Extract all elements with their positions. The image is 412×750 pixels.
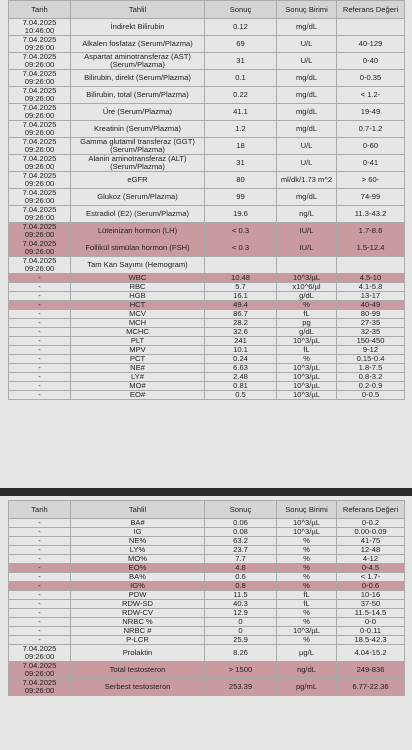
cell-unit: % <box>277 564 337 573</box>
cell-unit: fL <box>277 310 337 319</box>
cell-date: - <box>9 283 71 292</box>
cell-reference: 4.04-15.2 <box>337 645 405 662</box>
cell-date: - <box>9 337 71 346</box>
cell-test-name: PCT <box>71 355 205 364</box>
cell-reference: 41-75 <box>337 537 405 546</box>
cell-result: 40.3 <box>205 600 277 609</box>
cell-result: 0.6 <box>205 573 277 582</box>
cell-unit: 10^3/µL <box>277 519 337 528</box>
cell-reference: 0-0.35 <box>337 70 405 87</box>
cell-test-name: NE# <box>71 364 205 373</box>
table-row <box>9 189 405 206</box>
cell-result: 41.1 <box>205 104 277 121</box>
cell-date: - <box>9 391 71 400</box>
cell-unit: IU/L <box>277 240 337 257</box>
cell-result: 0.5 <box>205 391 277 400</box>
cell-reference: 27-35 <box>337 319 405 328</box>
cell-unit: U/L <box>277 155 337 172</box>
cell-result: 2.48 <box>205 373 277 382</box>
cell-unit: fL <box>277 600 337 609</box>
cell-reference: 0.00-0.09 <box>337 528 405 537</box>
table-row <box>9 257 405 274</box>
cell-reference: > 60- <box>337 172 405 189</box>
cell-unit: 10^3/µL <box>277 274 337 283</box>
cell-date: - <box>9 274 71 283</box>
cell-reference: 80-99 <box>337 310 405 319</box>
cell-test-name: MPV <box>71 346 205 355</box>
cell-result: > 1500 <box>205 662 277 679</box>
cell-unit: 10^3/µL <box>277 627 337 636</box>
cell-result: 0 <box>205 627 277 636</box>
lab-results-panel-2 <box>0 496 412 750</box>
cell-test-name: RDW-SD <box>71 600 205 609</box>
cell-test-name: Alkalen fosfataz (Serum/Plazma) <box>71 36 205 53</box>
table-row <box>9 582 405 591</box>
table-header-row <box>9 1 405 19</box>
cell-test-name: Serbest testosteron <box>71 679 205 696</box>
cell-unit: U/L <box>277 138 337 155</box>
cell-reference: 0-4.5 <box>337 564 405 573</box>
cell-test-name: NE% <box>71 537 205 546</box>
cell-unit: pg <box>277 319 337 328</box>
table-row <box>9 138 405 155</box>
cell-reference: < 1.7- <box>337 573 405 582</box>
cell-unit: g/dL <box>277 292 337 301</box>
cell-unit: µg/L <box>277 645 337 662</box>
cell-result: 19.6 <box>205 206 277 223</box>
cell-reference: 1.7-8.6 <box>337 223 405 240</box>
cell-test-name: BA# <box>71 519 205 528</box>
cell-reference: 37-50 <box>337 600 405 609</box>
cell-test-name: Alanin aminotransferaz (ALT) (Serum/Plazma) <box>71 155 205 172</box>
table-row <box>9 600 405 609</box>
cell-unit: g/dL <box>277 328 337 337</box>
table-row <box>9 591 405 600</box>
cell-date: - <box>9 582 71 591</box>
cell-unit: 10^3/µL <box>277 391 337 400</box>
cell-reference <box>337 19 405 36</box>
cell-unit: fL <box>277 591 337 600</box>
cell-test-name: RDW-CV <box>71 609 205 618</box>
cell-date: - <box>9 292 71 301</box>
table-row <box>9 87 405 104</box>
table-row <box>9 70 405 87</box>
cell-test-name: Üre (Serum/Plazma) <box>71 104 205 121</box>
cell-unit: 10^3/µL <box>277 373 337 382</box>
cell-unit: 10^3/µL <box>277 528 337 537</box>
cell-reference: 0-41 <box>337 155 405 172</box>
cell-reference: 11.3-43.2 <box>337 206 405 223</box>
cell-test-name: Gamma glutamil transferaz (GGT) (Serum/Plazma) <box>71 138 205 155</box>
cell-date: - <box>9 537 71 546</box>
cell-test-name: IG% <box>71 582 205 591</box>
cell-unit: U/L <box>277 36 337 53</box>
cell-reference: 0.7-1.2 <box>337 121 405 138</box>
cell-test-name: İndirekt Bilirubin <box>71 19 205 36</box>
cell-date: 7.04.2025 09:26:00 <box>9 104 71 121</box>
cell-date: - <box>9 591 71 600</box>
cell-result: 0.12 <box>205 19 277 36</box>
cell-date: - <box>9 310 71 319</box>
cell-result: 0.06 <box>205 519 277 528</box>
cell-date: 7.04.2025 09:26:00 <box>9 138 71 155</box>
cell-date: - <box>9 346 71 355</box>
cell-date: - <box>9 609 71 618</box>
cell-test-name: NRBC # <box>71 627 205 636</box>
header-test: Tahlil <box>71 1 205 19</box>
table-body-1 <box>9 19 405 400</box>
cell-test-name: LY# <box>71 373 205 382</box>
cell-date: 7.04.2025 09:26:00 <box>9 223 71 240</box>
cell-unit: % <box>277 582 337 591</box>
cell-unit: U/L <box>277 53 337 70</box>
cell-reference: 4.1-5.8 <box>337 283 405 292</box>
cell-unit: fL <box>277 346 337 355</box>
table-row <box>9 155 405 172</box>
table-row <box>9 662 405 679</box>
cell-unit: % <box>277 555 337 564</box>
cell-unit: IU/L <box>277 223 337 240</box>
cell-result: 63.2 <box>205 537 277 546</box>
cell-test-name: Follikül stimülan hormon (FSH) <box>71 240 205 257</box>
header-test: Tahlil <box>71 501 205 519</box>
table-row <box>9 104 405 121</box>
table-row <box>9 355 405 364</box>
cell-reference: 0.15-0.4 <box>337 355 405 364</box>
table-row <box>9 206 405 223</box>
cell-date: - <box>9 528 71 537</box>
table-row <box>9 618 405 627</box>
cell-test-name: Bilirubin, direkt (Serum/Plazma) <box>71 70 205 87</box>
cell-result: 69 <box>205 36 277 53</box>
cell-test-name: MCV <box>71 310 205 319</box>
table-body-2 <box>9 519 405 696</box>
cell-test-name: Tam Kan Sayımı (Hemogram) <box>71 257 205 274</box>
cell-test-name: Lüteinizan hormon (LH) <box>71 223 205 240</box>
cell-date: 7.04.2025 09:26:00 <box>9 36 71 53</box>
cell-date: 7.04.2025 09:26:00 <box>9 70 71 87</box>
cell-test-name: Prolaktin <box>71 645 205 662</box>
cell-result: 0.81 <box>205 382 277 391</box>
header-date: Tarih <box>9 501 71 519</box>
cell-reference: 150-450 <box>337 337 405 346</box>
cell-unit: % <box>277 636 337 645</box>
table-row <box>9 283 405 292</box>
header-reference: Referans Değeri <box>337 501 405 519</box>
table-row <box>9 364 405 373</box>
cell-date: - <box>9 364 71 373</box>
table-row <box>9 36 405 53</box>
cell-unit: mg/dL <box>277 121 337 138</box>
lab-results-table-2 <box>8 500 405 696</box>
cell-unit: 10^3/µL <box>277 382 337 391</box>
cell-unit: pg/mL <box>277 679 337 696</box>
cell-reference: 40-129 <box>337 36 405 53</box>
cell-unit: mg/dL <box>277 104 337 121</box>
cell-result: 16.1 <box>205 292 277 301</box>
cell-result: 1.2 <box>205 121 277 138</box>
cell-unit: % <box>277 573 337 582</box>
table-row <box>9 528 405 537</box>
cell-reference: 0.8-3.2 <box>337 373 405 382</box>
cell-result: 28.2 <box>205 319 277 328</box>
table-row <box>9 382 405 391</box>
cell-date: - <box>9 519 71 528</box>
cell-reference: 0-0.5 <box>337 391 405 400</box>
table-row <box>9 373 405 382</box>
cell-result: 5.7 <box>205 283 277 292</box>
cell-date: - <box>9 573 71 582</box>
cell-reference: 18.5-42.3 <box>337 636 405 645</box>
cell-test-name: Aspartat aminotransferaz (AST) (Serum/Plazma) <box>71 53 205 70</box>
table-row <box>9 636 405 645</box>
cell-test-name: MO# <box>71 382 205 391</box>
cell-test-name: eGFR <box>71 172 205 189</box>
cell-result: 49.4 <box>205 301 277 310</box>
table-row <box>9 346 405 355</box>
header-result: Sonuç <box>205 1 277 19</box>
cell-test-name: Total testosteron <box>71 662 205 679</box>
cell-test-name: LY% <box>71 546 205 555</box>
cell-result: 0.22 <box>205 87 277 104</box>
table-row <box>9 121 405 138</box>
lab-results-table-1 <box>8 0 405 400</box>
cell-reference: 0-0.11 <box>337 627 405 636</box>
cell-result: 11.5 <box>205 591 277 600</box>
table-row <box>9 627 405 636</box>
cell-date: 7.04.2025 09:26:00 <box>9 53 71 70</box>
cell-result <box>205 257 277 274</box>
cell-unit: mg/dL <box>277 189 337 206</box>
table-row <box>9 310 405 319</box>
cell-test-name: EO% <box>71 564 205 573</box>
cell-date: 7.04.2025 09:26:00 <box>9 189 71 206</box>
cell-unit: % <box>277 609 337 618</box>
cell-date: - <box>9 555 71 564</box>
cell-result: 31 <box>205 155 277 172</box>
cell-reference: 12-48 <box>337 546 405 555</box>
cell-date: - <box>9 319 71 328</box>
header-reference: Referans Değeri <box>337 1 405 19</box>
cell-result: 25.9 <box>205 636 277 645</box>
cell-test-name: MO% <box>71 555 205 564</box>
cell-result: 32.6 <box>205 328 277 337</box>
cell-date: - <box>9 355 71 364</box>
cell-reference: 0-40 <box>337 53 405 70</box>
cell-reference: 0-0 <box>337 618 405 627</box>
cell-result: 18 <box>205 138 277 155</box>
table-row <box>9 555 405 564</box>
cell-result: 0.8 <box>205 582 277 591</box>
cell-date: 7.04.2025 09:26:00 <box>9 155 71 172</box>
cell-date: - <box>9 301 71 310</box>
table-row <box>9 223 405 240</box>
cell-date: - <box>9 600 71 609</box>
cell-date: 7.04.2025 09:26:00 <box>9 172 71 189</box>
cell-reference: 9-12 <box>337 346 405 355</box>
cell-result: 10.1 <box>205 346 277 355</box>
cell-test-name: NRBC % <box>71 618 205 627</box>
cell-result: < 0.3 <box>205 223 277 240</box>
cell-reference: 1.8-7.5 <box>337 364 405 373</box>
cell-reference: 19-49 <box>337 104 405 121</box>
cell-result: 0.08 <box>205 528 277 537</box>
cell-reference: 13-17 <box>337 292 405 301</box>
table-row <box>9 645 405 662</box>
cell-unit: % <box>277 618 337 627</box>
cell-unit <box>277 257 337 274</box>
cell-result: 4.8 <box>205 564 277 573</box>
cell-unit: mg/dL <box>277 87 337 104</box>
cell-result: 8.26 <box>205 645 277 662</box>
cell-date: 7.04.2025 09:26:00 <box>9 662 71 679</box>
cell-reference <box>337 257 405 274</box>
cell-date: 7.04.2025 09:26:00 <box>9 257 71 274</box>
cell-date: - <box>9 618 71 627</box>
cell-test-name: Estradiol (E2) (Serum/Plazma) <box>71 206 205 223</box>
cell-reference: 0-0.2 <box>337 519 405 528</box>
table-row <box>9 679 405 696</box>
table-row <box>9 172 405 189</box>
cell-unit: 10^3/µL <box>277 337 337 346</box>
cell-result: 86.7 <box>205 310 277 319</box>
table-row <box>9 546 405 555</box>
cell-unit: ng/L <box>277 206 337 223</box>
table-row <box>9 337 405 346</box>
cell-reference: 74-99 <box>337 189 405 206</box>
header-unit: Sonuç Birimi <box>277 501 337 519</box>
cell-reference: 10-16 <box>337 591 405 600</box>
cell-date: - <box>9 546 71 555</box>
cell-date: 7.04.2025 09:26:00 <box>9 87 71 104</box>
cell-date: 7.04.2025 10:46:00 <box>9 19 71 36</box>
table-row <box>9 609 405 618</box>
cell-reference: 32-35 <box>337 328 405 337</box>
header-unit: Sonuç Birimi <box>277 1 337 19</box>
cell-unit: % <box>277 537 337 546</box>
table-row <box>9 319 405 328</box>
table-row <box>9 391 405 400</box>
header-result: Sonuç <box>205 501 277 519</box>
cell-unit: 10^3/µL <box>277 364 337 373</box>
cell-date: 7.04.2025 09:26:00 <box>9 645 71 662</box>
cell-result: 23.7 <box>205 546 277 555</box>
cell-reference: 0-60 <box>337 138 405 155</box>
cell-unit: % <box>277 546 337 555</box>
cell-result: 253.39 <box>205 679 277 696</box>
cell-date: 7.04.2025 09:26:00 <box>9 240 71 257</box>
cell-test-name: Kreatinin (Serum/Plazma) <box>71 121 205 138</box>
table-header-row <box>9 501 405 519</box>
cell-test-name: RBC <box>71 283 205 292</box>
cell-result: 0.24 <box>205 355 277 364</box>
cell-test-name: P-LCR <box>71 636 205 645</box>
cell-date: 7.04.2025 09:26:00 <box>9 679 71 696</box>
cell-unit: mg/dL <box>277 70 337 87</box>
table-row <box>9 53 405 70</box>
cell-result: 99 <box>205 189 277 206</box>
table-row <box>9 328 405 337</box>
cell-test-name: MCH <box>71 319 205 328</box>
cell-date: - <box>9 636 71 645</box>
cell-result: 6.63 <box>205 364 277 373</box>
cell-test-name: BA% <box>71 573 205 582</box>
table-row <box>9 564 405 573</box>
cell-test-name: PLT <box>71 337 205 346</box>
header-date: Tarih <box>9 1 71 19</box>
cell-date: - <box>9 627 71 636</box>
table-row <box>9 301 405 310</box>
cell-date: - <box>9 382 71 391</box>
cell-unit: ml/dk/1.73 m^2 <box>277 172 337 189</box>
cell-test-name: Bilirubin, total (Serum/Plazma) <box>71 87 205 104</box>
cell-result: 241 <box>205 337 277 346</box>
cell-test-name: EO# <box>71 391 205 400</box>
cell-reference: 0.2-0.9 <box>337 382 405 391</box>
cell-result: 0.1 <box>205 70 277 87</box>
cell-reference: 6.77-22.36 <box>337 679 405 696</box>
table-row <box>9 19 405 36</box>
cell-result: 12.9 <box>205 609 277 618</box>
cell-reference: 249-836 <box>337 662 405 679</box>
cell-result: 0 <box>205 618 277 627</box>
cell-result: 80 <box>205 172 277 189</box>
cell-unit: % <box>277 301 337 310</box>
cell-test-name: HGB <box>71 292 205 301</box>
table-row <box>9 274 405 283</box>
cell-date: - <box>9 373 71 382</box>
cell-test-name: PDW <box>71 591 205 600</box>
cell-date: - <box>9 328 71 337</box>
cell-test-name: WBC <box>71 274 205 283</box>
cell-result: < 0.3 <box>205 240 277 257</box>
table-row <box>9 292 405 301</box>
cell-test-name: HCT <box>71 301 205 310</box>
cell-unit: x10^6/µl <box>277 283 337 292</box>
cell-reference: < 1.2- <box>337 87 405 104</box>
table-row <box>9 537 405 546</box>
cell-reference: 40-49 <box>337 301 405 310</box>
cell-result: 31 <box>205 53 277 70</box>
cell-reference: 4-12 <box>337 555 405 564</box>
table-row <box>9 573 405 582</box>
cell-test-name: MCHC <box>71 328 205 337</box>
cell-reference: 4.5-10 <box>337 274 405 283</box>
cell-test-name: Glukoz (Serum/Plazma) <box>71 189 205 206</box>
cell-date: - <box>9 564 71 573</box>
cell-result: 10.48 <box>205 274 277 283</box>
cell-reference: 1.5-12.4 <box>337 240 405 257</box>
cell-reference: 11.5-14.5 <box>337 609 405 618</box>
cell-result: 7.7 <box>205 555 277 564</box>
cell-unit: mg/dL <box>277 19 337 36</box>
cell-unit: % <box>277 355 337 364</box>
cell-reference: 0-0.6 <box>337 582 405 591</box>
table-row <box>9 240 405 257</box>
cell-unit: ng/dL <box>277 662 337 679</box>
table-row <box>9 519 405 528</box>
cell-date: 7.04.2025 09:26:00 <box>9 121 71 138</box>
cell-test-name: IG <box>71 528 205 537</box>
cell-date: 7.04.2025 09:26:00 <box>9 206 71 223</box>
